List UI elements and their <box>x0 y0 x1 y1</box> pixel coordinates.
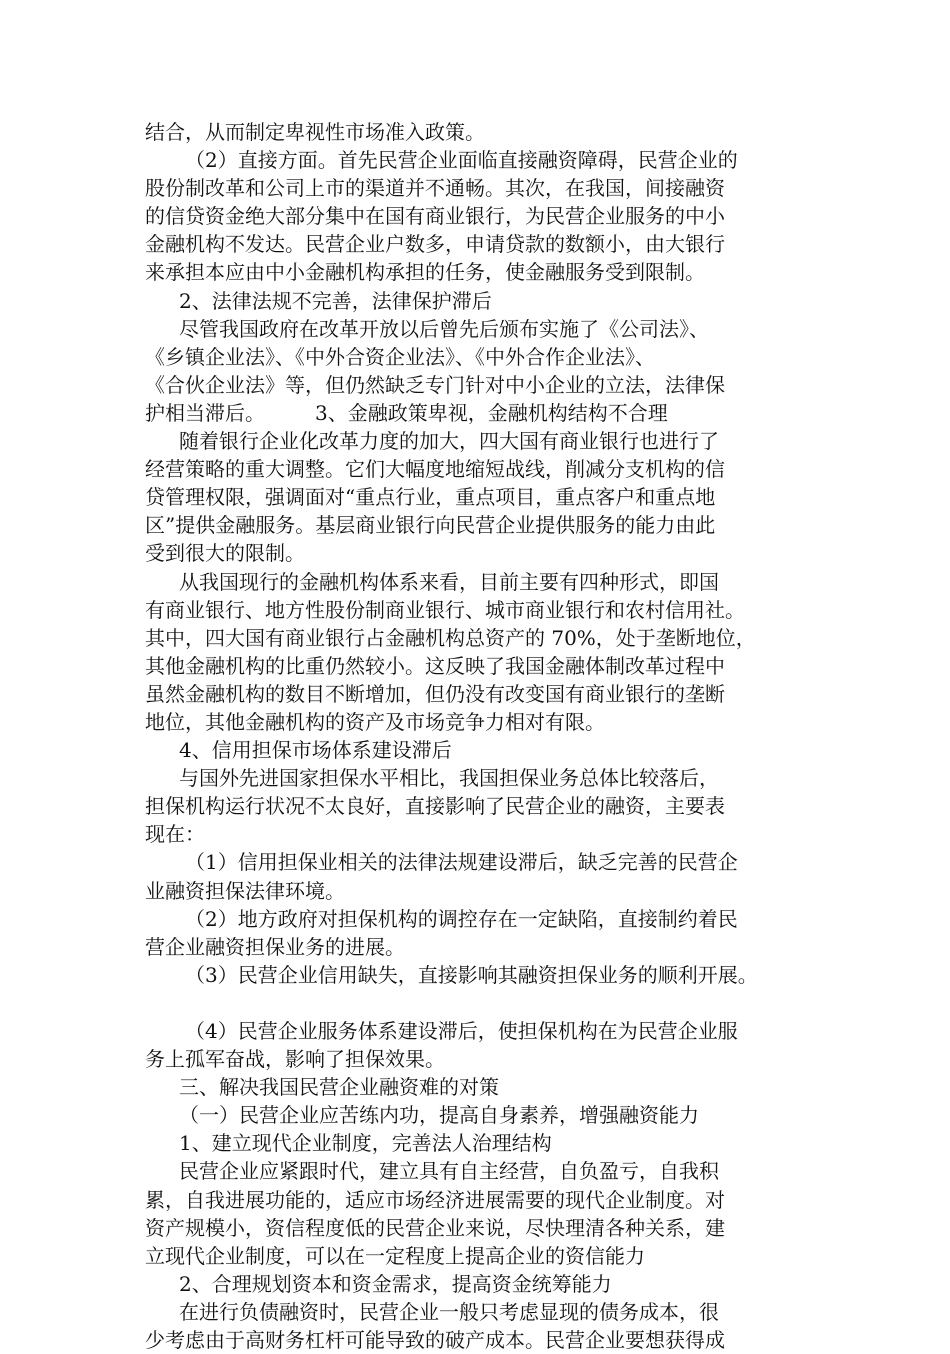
text-line: 经营策略的重大调整。它们大幅度地缩短战线，削减分支机构的信 <box>145 457 725 482</box>
text-line: 与国外先进国家担保水平相比，我国担保业务总体比较落后， <box>179 766 719 791</box>
text-line: 其他金融机构的比重仍然较小。这反映了我国金融体制改革过程中 <box>145 653 725 678</box>
text-line: 少考虑由于高财务杠杆可能导致的破产成本。民营企业要想获得成 <box>145 1328 725 1353</box>
text-line: 从我国现行的金融机构体系来看，目前主要有四种形式，即国 <box>179 569 719 594</box>
text-line: 《合伙企业法》等，但仍然缺乏专门针对中小企业的立法，法律保 <box>145 372 725 397</box>
text-line: 立现代企业制度，可以在一定程度上提高企业的资信能力 <box>145 1243 645 1268</box>
text-line: （1）信用担保业相关的法律法规建设滞后，缺乏完善的民营企 <box>185 850 738 875</box>
text-line: 营企业融资担保业务的进展。 <box>145 934 405 959</box>
text-line: 三、解决我国民营企业融资难的对策 <box>179 1075 499 1100</box>
text-line: 其中，四大国有商业银行占金融机构总资产的 70%，处于垄断地位， <box>145 625 756 650</box>
text-line: （2）地方政府对担保机构的调控存在一定缺陷，直接制约着民 <box>185 906 738 931</box>
text-line: 2、法律法规不完善，法律保护滞后 <box>179 288 492 313</box>
text-line: （4）民营企业服务体系建设滞后，使担保机构在为民营企业服 <box>185 1019 738 1043</box>
text-line: 担保机构运行状况不太良好，直接影响了民营企业的融资，主要表 <box>145 794 725 819</box>
text-line: 务上孤军奋战，影响了担保效果。 <box>145 1047 445 1072</box>
text-line: 结合，从而制定卑视性市场准入政策。 <box>145 120 485 144</box>
text-line: 金融机构不发达。民营企业户数多，申请贷款的数额小，由大银行 <box>145 232 725 257</box>
text-line: 区”提供金融服务。基层商业银行向民营企业提供服务的能力由此 <box>145 513 716 538</box>
text-line: 护相当滞后。 3、金融政策卑视，金融机构结构不合理 <box>145 400 668 425</box>
text-line: 受到很大的限制。 <box>145 541 305 566</box>
text-line: 资产规模小，资信程度低的民营企业来说，尽快理清各种关系，建 <box>145 1215 725 1240</box>
text-line: 民营企业应紧跟时代，建立具有自主经营，自负盈亏，自我积 <box>179 1159 719 1184</box>
text-line: 的信贷资金绝大部分集中在国有商业银行，为民营企业服务的中小 <box>145 204 725 229</box>
text-line: 4、信用担保市场体系建设滞后 <box>179 738 452 763</box>
text-line: 累，自我进展功能的，适应市场经济进展需要的现代企业制度。对 <box>145 1187 725 1212</box>
text-line: 1、建立现代企业制度，完善法人治理结构 <box>179 1131 552 1156</box>
text-line: 股份制改革和公司上市的渠道并不通畅。其次，在我国，间接融资 <box>145 176 725 201</box>
text-line: 在进行负债融资时，民营企业一般只考虑显现的债务成本，很 <box>179 1299 719 1324</box>
blank-line <box>145 989 815 1017</box>
text-line: 贷管理权限，强调面对“重点行业，重点项目，重点客户和重点地 <box>145 485 716 510</box>
text-line: （2）直接方面。首先民营企业面临直接融资障碍，民营企业的 <box>185 148 738 173</box>
text-line: 2、合理规划资本和资金需求，提高资金统筹能力 <box>179 1271 612 1296</box>
text-line: 来承担本应由中小金融机构承担的任务，使金融服务受到限制。 <box>145 260 705 285</box>
text-line: 有商业银行、地方性股份制商业银行、城市商业银行和农村信用社。 <box>145 597 745 622</box>
document-page <box>145 118 815 1354</box>
text-line: （3）民营企业信用缺失，直接影响其融资担保业务的顺利开展。 <box>185 962 758 987</box>
text-line: 地位，其他金融机构的资产及市场竞争力相对有限。 <box>145 709 605 734</box>
text-line: （一）民营企业应苦练内功，提高自身素养，增强融资能力 <box>179 1103 699 1128</box>
text-line: 现在： <box>145 822 205 847</box>
text-line: 随着银行企业化改革力度的加大，四大国有商业银行也进行了 <box>179 429 719 454</box>
text-line: 尽管我国政府在改革开放以后曾先后颁布实施了《公司法》、 <box>179 316 709 341</box>
text-line: 《乡镇企业法》、《中外合资企业法》、《中外合作企业法》、 <box>145 344 655 369</box>
text-line: 业融资担保法律环境。 <box>145 878 345 903</box>
text-line: 虽然金融机构的数目不断增加，但仍没有改变国有商业银行的垄断 <box>145 681 725 706</box>
